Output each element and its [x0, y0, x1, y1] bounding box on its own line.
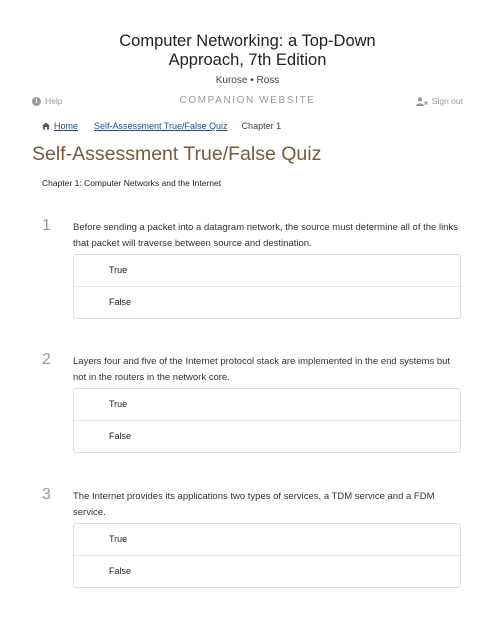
breadcrumb-current: Chapter 1	[241, 121, 282, 131]
option-true[interactable]: True	[109, 534, 128, 544]
question-text: Before sending a packet into a datagram network, the source must determine all of the links that packet will traverse between source and destination.	[73, 222, 458, 249]
book-title: Computer Networking: a Top-Down Approach, 7th Edition	[119, 32, 376, 69]
question-number: 3	[42, 486, 51, 503]
question-text: Layers four and five of the Internet protocol stack are implemented in the end systems but not in the routers in the network core.	[73, 356, 451, 383]
answer-options	[73, 254, 461, 319]
answer-options	[73, 388, 461, 453]
signout-label: Sign out	[431, 96, 463, 106]
option-false[interactable]: False	[74, 555, 460, 587]
question-text: The Internet provides its applications two types of services, a TDM service and a FDM service.	[73, 491, 435, 518]
signout-link[interactable]	[416, 96, 463, 106]
user-signout-icon	[416, 97, 428, 106]
book-authors: Kurose • Ross	[215, 75, 280, 86]
question-number: 2	[42, 351, 51, 368]
chapter-title: Chapter 1: Computer Networks and the Internet	[42, 178, 222, 188]
breadcrumb-quiz-link[interactable]: Self-Assessment True/False Quiz	[94, 121, 228, 131]
page-title: Self-Assessment True/False Quiz	[32, 143, 322, 165]
option-false[interactable]: False	[74, 286, 460, 318]
utility-bar	[32, 95, 463, 109]
companion-website-label: COMPANION WEBSITE	[179, 95, 316, 106]
question-number: 1	[42, 217, 51, 234]
help-icon: i	[32, 97, 41, 106]
option-true[interactable]: True	[109, 265, 128, 275]
answer-options	[73, 523, 461, 588]
option-false[interactable]: False	[74, 420, 460, 452]
option-true[interactable]: True	[109, 399, 128, 409]
breadcrumb-home-link[interactable]: Home	[54, 121, 79, 131]
help-label: Help	[45, 96, 63, 106]
home-icon	[42, 122, 50, 130]
book-header	[0, 0, 495, 86]
breadcrumb	[42, 121, 281, 131]
